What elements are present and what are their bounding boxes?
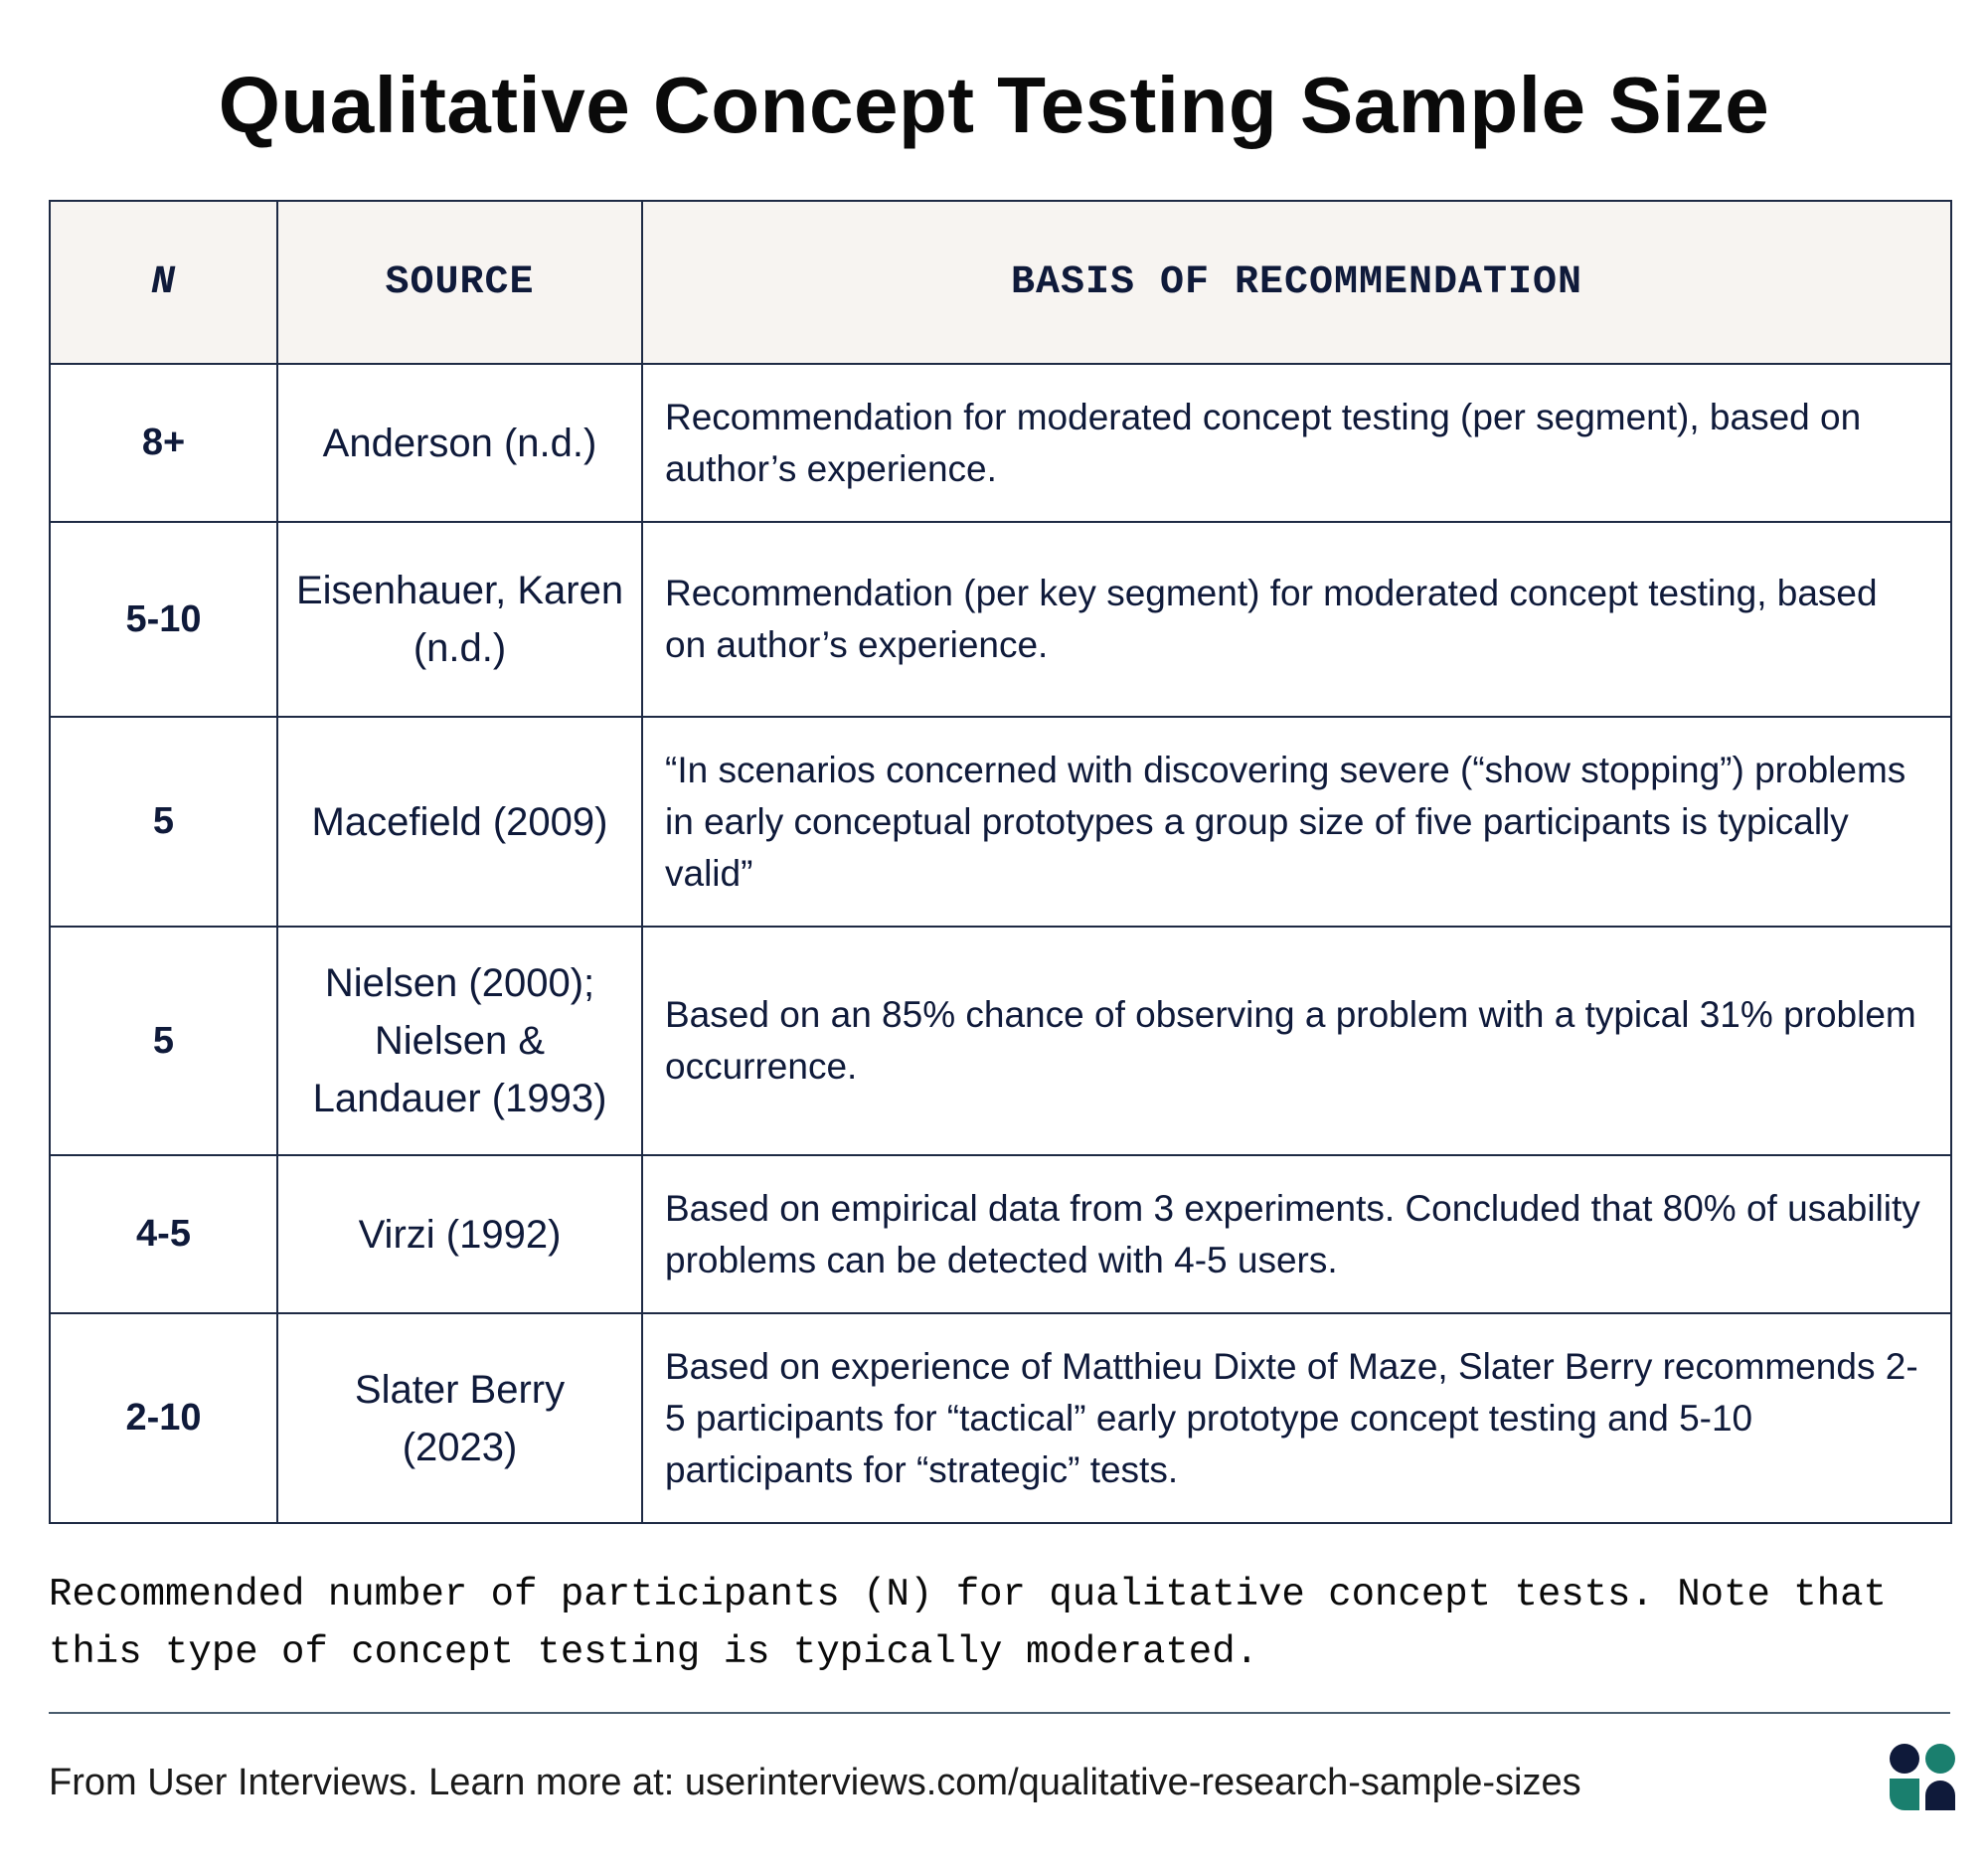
header-basis: BASIS OF RECOMMENDATION	[642, 201, 1951, 364]
table-caption: Recommended number of participants (N) for qualitative concept tests. Note that this type of concept testing is typically moderated.	[49, 1573, 1887, 1674]
table-row	[50, 1155, 1951, 1313]
logo-circle-navy	[1890, 1744, 1919, 1774]
table-row	[50, 522, 1951, 717]
table-header-row	[50, 201, 1951, 364]
table-row	[50, 364, 1951, 522]
cell-basis: Based on empirical data from 3 experiments. Concluded that 80% of usability problems can be detected with 4-5 users.	[642, 1155, 1951, 1313]
header-n: N	[50, 201, 277, 364]
cell-source: Slater Berry (2023)	[277, 1313, 642, 1523]
cell-n: 5-10	[50, 522, 277, 717]
user-interviews-logo-icon	[1889, 1743, 1956, 1810]
sample-size-table	[49, 200, 1952, 1524]
cell-basis: “In scenarios concerned with discovering severe (“show stopping”) problems in early conceptual prototypes a group size of five participants is typically valid”	[642, 717, 1951, 927]
page-title: Qualitative Concept Testing Sample Size	[218, 61, 1770, 149]
cell-basis: Based on an 85% chance of observing a problem with a typical 31% problem occurrence.	[642, 927, 1951, 1155]
cell-basis: Based on experience of Matthieu Dixte of Maze, Slater Berry recommends 2-5 participants for “tactical” early prototype concept testing and 5-10 participants for “strategic” tests.	[642, 1313, 1951, 1523]
cell-n: 4-5	[50, 1155, 277, 1313]
divider	[49, 1712, 1950, 1714]
cell-n: 8+	[50, 364, 277, 522]
cell-basis: Recommendation (per key segment) for moderated concept testing, based on author’s experience.	[642, 522, 1951, 717]
header-source: SOURCE	[277, 201, 642, 364]
cell-source: Eisenhauer, Karen (n.d.)	[277, 522, 642, 717]
cell-source: Macefield (2009)	[277, 717, 642, 927]
table-row	[50, 927, 1951, 1155]
cell-n: 2-10	[50, 1313, 277, 1523]
cell-basis: Recommendation for moderated concept testing (per segment), based on author’s experience.	[642, 364, 1951, 522]
logo-shape-teal	[1890, 1779, 1919, 1810]
logo-shape-navy	[1925, 1781, 1955, 1810]
cell-n: 5	[50, 927, 277, 1155]
logo-circle-teal	[1925, 1744, 1955, 1774]
cell-source: Nielsen (2000); Nielsen & Landauer (1993)	[277, 927, 642, 1155]
cell-n: 5	[50, 717, 277, 927]
table-row	[50, 1313, 1951, 1523]
cell-source: Virzi (1992)	[277, 1155, 642, 1313]
footer-source: From User Interviews. Learn more at: userinterviews.com/qualitative-research-sample-sizes	[49, 1762, 1581, 1803]
table-row	[50, 717, 1951, 927]
cell-source: Anderson (n.d.)	[277, 364, 642, 522]
